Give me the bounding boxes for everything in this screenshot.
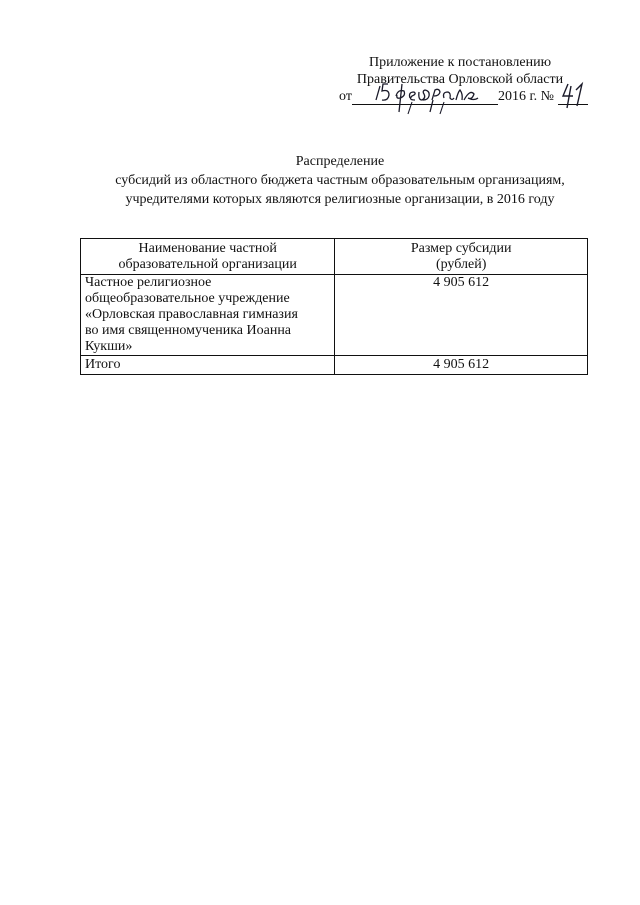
date-prefix: от [339,89,352,104]
subsidy-amount-cell: 4 905 612 [335,275,588,356]
organization-name-line: «Орловская православная гимназия [85,307,298,322]
decree-date-line [339,88,588,108]
subsidy-table [80,238,588,375]
header-organization-line: образовательной организации [118,257,297,272]
handwritten-date-mark [352,76,498,116]
header-amount-line: Размер субсидии [410,241,512,256]
table-header-row [81,239,588,275]
header-organization-line: Наименование частной [138,241,277,256]
year-and-number-label: 2016 г. № [497,89,554,104]
table-total-row [81,356,588,375]
organization-name-line: Частное религиозное [85,275,212,290]
date-fill-field [352,88,498,105]
total-label-cell: Итого [81,356,335,375]
organization-name-line: во имя священномученика Иоанна [85,323,292,338]
title-line-1: Распределение [295,154,385,169]
appendix-header-line-1: Приложение к постановлению [368,55,552,70]
organization-name-cell [81,275,335,356]
appendix-header-line-2: Правительства Орловской области [356,72,564,87]
title-line-3: учредителями которых являются религиозные организации, в 2016 году [125,192,555,207]
organization-name-line: Кукши» [85,339,133,354]
title-line-2: субсидий из областного бюджета частным образовательным организациям, [115,173,565,188]
number-fill-field [558,88,588,105]
table-row [81,275,588,356]
organization-name-line: общеобразовательное учреждение [85,291,290,306]
total-amount-cell: 4 905 612 [335,356,588,375]
header-cell-amount [335,239,588,275]
header-cell-organization [81,239,335,275]
header-amount-line: (рублей) [435,257,487,272]
handwritten-number-mark [558,76,588,116]
document-title [60,152,620,209]
